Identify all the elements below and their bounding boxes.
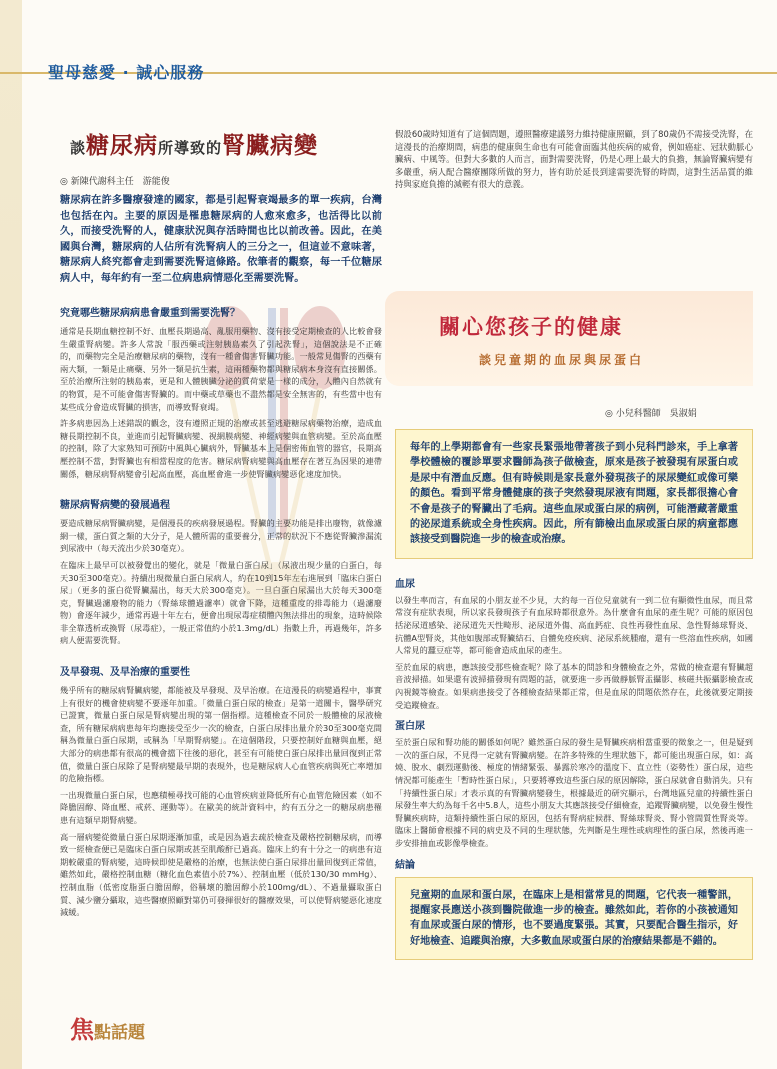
hematuria-heading: 血尿 bbox=[395, 578, 415, 590]
proteinuria-paragraph: 至於蛋白尿和腎功能的關係如何呢？雖然蛋白尿的發生是腎臟疾病相當重要的徵象之一，但是疑到一次的蛋白尿，不見得一定就有腎臟病變。在許多特殊的生理狀態下，都可能出現蛋白尿，如：高燒、脫水、劇烈運動後、極度的情緒緊張、暴露於寒冷的溫度下、直立性（姿勢性）蛋白尿，這些情況都可能產生「暫時性蛋白尿」，只要將導致這些蛋白尿的原因解除，蛋白尿就會自動消失。只有「持續性蛋白尿」才表示真的有腎臟病變發生，根據最近的研究顯示，台灣地區兒童的持續性蛋白尿發生率大約為每千名中5.8人，這些小朋友大其應該接受仔細檢查，追蹤腎臟病變，以免發生慢性腎臟疾病時，這類持續性蛋白尿的原因，包括有腎病症候群、腎絲球腎炎、腎小管間質性腎炎等。臨床上醫師會根據不同的病史及不同的生理狀態，先判斷是生理性或病理性的蛋白尿，然後再進一步安排抽血或影像學檢查。 bbox=[395, 737, 753, 848]
article2-subtitle: 談兒童期的血尿與尿蛋白 bbox=[479, 352, 645, 367]
summary-text: 每年的上學期都會有一些家長緊張地帶著孩子到小兒科門診來，手上拿著學校體檢的覆診單要求醫師為孩子做檢查，原來是孩子被發現有尿蛋白或是尿中有潛血反應。但有時候則是家長意外發現孩子的尿尿變紅或像可樂的顏色。看到平常身體健康的孩子突然發現尿液有問題，家長都很擔心會不會是孩子的腎臟出了毛病。這些血尿或蛋白尿的病例，可能潛藏著嚴重的泌尿道系統或全身性疾病。因此，所有篩檢出血尿或蛋白尿的病童都應該接受到醫院進一步的檢查或治療。 bbox=[410, 441, 738, 546]
conclusion-box bbox=[395, 877, 753, 961]
title-part-b: 腎臟病變 bbox=[222, 132, 319, 159]
hematuria-paragraph-1: 以發生率而言，有血尿的小朋友並不少見，大約每一百位兒童就有一到二位有顯微性血尿，而且常常沒有症狀表現，所以家長發現孩子有血尿時都很意外。為什麼會有血尿的產生呢？可能的原因包括泌尿道感染、泌尿道先天性畸形、泌尿道外傷、高血鈣症、良性再發性血尿、急性腎絲球腎炎、抗體A型腎炎，其他如腹部或腎臟結石、自體免疫疾病、泌尿系統腫瘤，還有一些溶血性疾病，如國人常見的蠶豆症等，都可能會造成血尿的產生。 bbox=[395, 594, 753, 656]
left-article bbox=[60, 95, 382, 923]
page-edge-strip bbox=[0, 0, 22, 1069]
section1-paragraph-1: 通常是長期血糖控制不好、血壓長期過高、亂服用藥物、沒有接受定期檢查的人比較會發生嚴重腎病變。許多人常說「服西藥或注射胰島素久了引起洗腎」，這個說法是不正確的，而藥物完全是治療糖尿病的藥物，沒有一種會傷害腎臟功能。一般常見傷腎的西藥有兩大類，一類是止痛藥、另外一類是抗生素，這兩種藥物都與糖尿病本身沒有直接關係。至於治療所注射的胰島素，更是和人體胰臟分泌的質荷蒙是一樣的成分，人體內自然就有的物質，是不可能會傷害腎臟的。而中藥或草藥也不盡然都是安全無害的，有些當中也有某些成分會造成腎臟的損害，而導致腎衰竭。 bbox=[60, 326, 382, 412]
section3-paragraph-3: 高一層病變從微量白蛋白尿期逐漸加重，或是因為過去疏於檢查及嚴格控制糖尿病，而導致一經檢查便已是臨床白蛋白尿期或甚至肌酸酐已過高。臨床上約有十分之一的病患有這期較嚴重的腎病變，這時候即使是嚴格的治療，也無法使白蛋白尿排出量回復到正常值，雖然如此，嚴格控制血糖（糖化血色素值小於7%）、控制血壓（低於130/30 mmHg）、控制血脂（低密度脂蛋白膽固醇，俗稱壞的膽固醇小於100mg/dL）、不過量攝取蛋白質、減少鹽分攝取，這些醫療照顧對第仍可發揮很好的醫療效果，可以使腎病變惡化速度減緩。 bbox=[60, 831, 382, 918]
article-title bbox=[70, 127, 382, 160]
proteinuria-heading: 蛋白尿 bbox=[395, 721, 425, 733]
footer-logo-char: 焦 bbox=[70, 1015, 94, 1044]
article-banner bbox=[385, 291, 753, 386]
title-mid: 所導致的 bbox=[158, 139, 223, 157]
conclusion-text: 兒童期的血尿和蛋白尿，在臨床上是相當常見的問題，它代表一種警訊，提醒家長應送小孩到醫院做進一步的檢查。雖然如此，若你的小孩被通知有血尿或蛋白尿的情形，也不要過度緊張。其實，只要配合醫生指示，好好地檢查、追蹤與治療，大多數血尿或蛋白尿的治療結果都是不錯的。 bbox=[410, 889, 738, 947]
section3-paragraph-2: 一出現微量白蛋白尿，也應積極尋找可能的心血管疾病並降低所有心血管危險因素（如不降膽固醇、降血壓、戒菸、運動等）。在歐美的統計資料中，約有五分之一的糖尿病患罹患有這類早期腎病變。 bbox=[60, 789, 382, 825]
section-heading-3: 及早發現、及早治療的重要性 bbox=[60, 667, 190, 679]
right-column bbox=[395, 128, 753, 960]
article2-byline: ◎ 小兒科醫師 吳淑娟 bbox=[605, 408, 697, 419]
section3-paragraph-1: 幾乎所有的糖尿病腎臟病變，都能被及早發現、及早治療。在這漫長的病變過程中，事實上有很好的機會使病變不要逐年加重。「微量白蛋白尿的檢查」是第一道關卡，醫學研究已證實，微量白蛋白尿是腎病變出現的第一個指標。這種檢查不同於一般體檢的尿液檢查，所有糖尿病病患每年均應接受至少一次的檢查，白蛋白尿排出量介於30至300毫克間稱為微量白蛋白尿期，或稱為「早期腎病變」。在這個階段，只要控制好血糖與血壓，絕大部分的病患都有很高的機會擋下往後的惡化，甚至有可能使白蛋白尿排出量回復到正常值，微量白蛋白尿除了是腎病變最早期的表現外，也是糖尿病人心血管疾病與死亡率增加的危險指標。 bbox=[60, 685, 382, 784]
title-prefix: 談 bbox=[70, 139, 87, 157]
lead-paragraph: 糖尿病在許多醫療發達的國家，都是引起腎衰竭最多的單一疾病，台灣也包括在內。主要的原因是罹患糖尿病的人愈來愈多，也活得比以前久，而接受洗腎的人，健康狀況與存活時間也比以前改善。因此，在美國與台灣，糖尿病的人佔所有洗腎病人的三分之一，但這並不意味著，糖尿病人終究都會走到需要洗腎這條路。依筆者的觀察，每一千位糖尿病人中，每年約有一至二位病患病情惡化至需要洗腎。 bbox=[60, 195, 382, 284]
continued-paragraph: 假設60歲時知道有了這個問題，遵照醫療建議努力維持健康照顧，到了80歲仍不需接受洗腎，在這漫長的治療期間，病患的健康與生命也有可能會面臨其他疾病的威脅，例如癌症、冠狀動脈心臟病、中風等。但對大多數的人而言，面對需要洗腎，仍是心理上最大的負擔，無論腎臟病變有多嚴重，病人配合醫療團隊所做的努力，皆有助於延長到達需要洗腎的時間，這對生活品質的維持與家庭負擔的減輕有很大的意義。 bbox=[395, 129, 753, 190]
footer-logo-text: 點話題 bbox=[94, 1023, 145, 1043]
summary-box bbox=[395, 429, 753, 559]
section-header: 聖母慈愛 · 誠心服務 bbox=[48, 63, 205, 82]
article2-title: 關心您孩子的健康 bbox=[439, 313, 623, 339]
section-heading-2: 糖尿病腎病變的發展過程 bbox=[60, 500, 170, 512]
section-heading-1: 究竟哪些糖尿病病患會嚴重到需要洗腎？ bbox=[60, 308, 240, 319]
section2-paragraph-1: 要造成糖尿病腎臟病變，是個漫長的疾病發展過程。腎臟的主要功能是排出廢物，就像濾網一樣，蛋白質之類的大分子，是人體所需的重要養分，正常的狀況下不應從腎臟滲漏流到尿液中（每天流出少於30毫克）。 bbox=[60, 518, 382, 554]
section1-paragraph-2: 許多病患因為上述錯誤的觀念，沒有遵照正規的治療或甚至逃避糖尿病藥物治療，造成血糖長期控制不良，並進而引起腎臟病變、視網膜病變、神經病變與血管病變。至於高血壓的控制，除了大家熟知可預防中風與心臟病外，腎臟基本上是個密佈血管的器官，長期高壓控制不當，對腎臟也有相當程度的危害。糖尿病腎病變與高血壓存在著互為因果的連帶關係，糖尿病腎病變會引起高血壓，高血壓會進一步使腎臟病變惡化速度加快。 bbox=[60, 418, 382, 479]
section2-paragraph-2: 在臨床上最早可以被發覺出的變化，就是「微量白蛋白尿」（尿液出現少量的白蛋白，每天30至300毫克）。持續出現微量白蛋白尿病人，約在10到15年左右進展到「臨床白蛋白尿」（更多的蛋白從腎臟漏出，每天大於300毫克）。一旦白蛋白尿漏出大於每天300毫克，腎臟過濾廢物的能力（腎絲球體過濾率）就會下降，這種重度的排毒能力（過濾廢物）會逐年減少，通常再過十年左右，便會出現尿毒症積體內無法排出的現象，這時候除非全靠透析或換腎（尿毒症），一般正常值約小於1.3mg/dL）指數上升，再過幾年，許多病人便需要洗腎。 bbox=[60, 559, 382, 646]
conclusion-heading: 結論 bbox=[395, 859, 415, 871]
hematuria-paragraph-2: 至於血尿的病患，應該接受那些檢查呢？除了基本的問診和身體檢查之外，常做的檢查還有腎臟超音波掃描。如果還有波掃描發現有問題的話，就要進一步再做靜脈腎盂攝影、核磁共振攝影檢查或內視鏡等檢查。如果病患接受了各種檢查結果都正常，但是血尿的問題依然存在，此後就要定期接受追蹤檢查。 bbox=[395, 661, 753, 710]
title-part-a: 糖尿病 bbox=[86, 132, 159, 159]
author-byline: ◎ 新陳代謝科主任 游能俊 bbox=[60, 177, 170, 187]
footer-logo bbox=[70, 1010, 145, 1045]
